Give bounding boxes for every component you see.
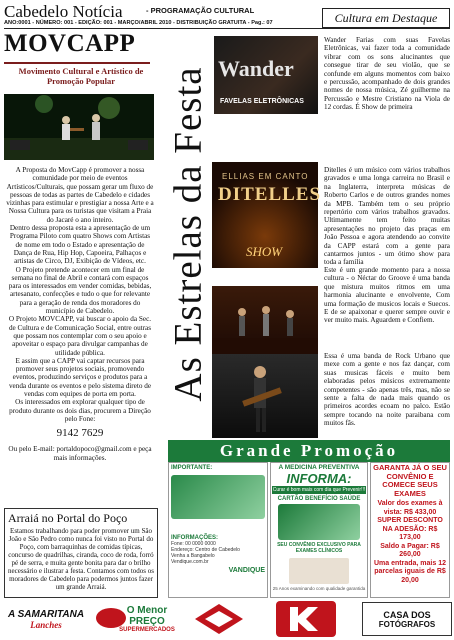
promo-middle-brand: INFORMA: [286, 471, 352, 486]
contact-email: Ou pelo E-mail: portaldopoco@gmail.com e peça mais informações. [8, 445, 152, 462]
movcapp-paragraph: O Projeto MOVCAPP, vai buscar o apoio da Sec. de Cultura e de Comunicação Social, entre outras que possam nos contemplar com o seu apoio e apoveitar o espaço para divulgar campanhas de utilidade pública. [8, 315, 152, 357]
vertical-title: As Estrelas da Festa [166, 66, 210, 402]
movcapp-paragraph: Os interessados em explorar qualquer tipo de produto durante os dois dias, procurem a Direção pelo Fone: [9, 398, 151, 423]
artist-photo-rock-band [212, 354, 318, 438]
ad-casa-fotografos [362, 602, 452, 636]
masthead-rule [4, 28, 450, 29]
ad-name: O Menor PREÇO [126, 605, 168, 627]
artist-text-nectar: Este é um grande momento para a nossa cultura - o Néctar do Groove é uma banda que mistura muitos ritmos em uma harmonia alucinante e envolvente, Com uma formação de musicos locais e Suecos. E de se apaixonar e querer sempre ouvir e ver muito mais. Aguardem e Confiem. [324, 266, 450, 325]
promo-title: Grande Promoção [168, 440, 450, 462]
info-line: Endereço: Centro de Cabedelo [171, 547, 240, 553]
movcapp-paragraph: Dentro dessa proposta esta a apresentação de um Programa Piloto com quatro Shows com Artistas de nome em todo o Estado e apresentação de Dança de Rua, Hip Hop, Capoeira, Palhaços e artistas de Circo, DJ, Exibição de Vídeos, etc. [9, 224, 151, 266]
vertical-title-wrap [164, 30, 212, 438]
diamond-logo-icon [191, 602, 247, 636]
ad-sub: SUPERMERCADOS [119, 627, 175, 633]
info-line: Venha a Bangabelo [171, 553, 215, 559]
promo-left-heading: IMPORTANTE: [171, 465, 213, 471]
promo-right-discount: SUPER DESCONTO NA ADESÃO: R$ 173,00 [377, 517, 443, 541]
promo-left-logo: VANDIQUE [228, 567, 265, 574]
promo-card-middle [270, 462, 368, 598]
ad-logo-k [258, 600, 354, 638]
benefit-card-image [278, 504, 360, 540]
info-line: Fone: 00 0000 0000 [171, 541, 216, 547]
k-logo-icon [276, 601, 336, 637]
movcapp-logo: MOVCAPP [4, 30, 136, 57]
promo-middle-header: A MEDICINA PREVENTIVA [278, 464, 360, 471]
masthead-tagline: - PROGRAMAÇÃO CULTURAL [146, 6, 255, 15]
brand-divider [4, 62, 150, 64]
promo-card-right [370, 462, 450, 598]
masthead-meta: ANO:0001 - NÚMERO: 001 - EDIÇÃO: 001 - MARÇO/ABRIL 2010 - DISTRIBUIÇÃO GRATUITA - Pag.: 07 [4, 20, 273, 26]
card-image [171, 475, 265, 519]
artist-text-ditelles: Ditelles é um músico com vários trabalhos gravados e uma longa carreira no Brasil e na Inglaterra, interpreta músicas de Roberto Carlos e de outros grandes nomes da MPB. Também tem o seu próprio repertório com vários trabalhos gravados. Ultimamente tem feito muitas apresentações no projeto das praças em João Pessoa e agora atendendo ao convite da CAPP estará com a gente para cantarmos juntos - um ótimo show para toda a família [324, 166, 450, 267]
guitarist-illustration [212, 354, 318, 438]
ad-logo-red [190, 600, 248, 638]
promo-left-info-heading: INFORMAÇÕES: [171, 535, 218, 541]
stage-photo [4, 94, 154, 160]
masthead-title: Cabedelo Notícia [4, 2, 123, 21]
movcapp-paragraph: E assim que a CAPP vai captar recursos para promover seus projetos sociais, promovendo eventos, produzindo serviços e produtos para a venda durante os eventos e pelo sistema direto de vendas com equipes de porta em porta. [8, 356, 152, 399]
arraia-title: Arraiá no Portal do Poço [8, 511, 128, 525]
ad-samaritana [2, 600, 90, 638]
ad-name: A SAMARITANA [7, 608, 85, 620]
photo-title: DITELLES [218, 184, 322, 205]
stage-illustration [4, 94, 154, 160]
promo-right-headline: GARANTA JÁ O SEU CONVÊNIO E COMECE SEUS EXAMES [373, 463, 447, 498]
promo-middle-card-sub: SEU CONVÊNIO EXCLUSIVO PARA EXAMES CLÍNICOS [277, 542, 361, 554]
movcapp-article [6, 166, 154, 462]
photo-subtitle: FAVELAS ELETRÔNICAS [220, 98, 304, 105]
promo-left-info [171, 541, 265, 565]
arraia-text: Estamos trabalhando para poder promover um São João e São Pedro como nunca foi visto no Portal do Poço, com barraquinhas de comidas típicas, concurso de quadrilhas, ciranda, coco de roda, forró pé de serra, e muita gente bonita para dar o brilho necessário e ilustrar a festa. Contamos com todos os moradores de Cabedelo para podermos juntos fazer um grande Arraiá. [8, 527, 154, 591]
artist-photo-wander [214, 36, 318, 114]
ad-sub: Lanches [30, 619, 62, 630]
photo-foot: SHOW [246, 244, 283, 259]
info-line: Vendique.com.br [171, 559, 209, 565]
ad-name: CASA DOS [383, 609, 431, 620]
artist-text-wander: Wander Farias com suas Favelas Eletrônicas, vai fazer toda a comunidade vibrar com os sons alucinantes que consegue tirar de seu violão, que se confunde em alguns momentos com baixo e percussão, acompanhado de dois grandes nomes de nossa música, Zé guilherme na Percussão e Mestre Cristiano na Viola de 12 cordas. É Show de primeira [324, 36, 450, 112]
promo-card-left [168, 462, 268, 598]
photo-title: Wander [218, 56, 294, 81]
movcapp-paragraph: A Proposta do MovCapp é promover a nossa comunidade por meio de eventos Artísticos/Culturais, que possam gerar um fluxo de pessoas de todas as partes de Cabedelo e cidades vizinhas para estimular e prestigiar a nossa Arte e a Nossa Cultura para os turistas que visitam a Praia do Jacaré o ano inteiro. [6, 166, 154, 224]
promo-right-terms: Uma entrada, mais 12 parcelas iguais de R$ 20,00 [374, 559, 446, 584]
ad-menor-preco [92, 600, 182, 638]
ad-sub: FOTÓGRAFOS [378, 619, 436, 629]
band-illustration [212, 286, 318, 354]
photo-subtitle: ELLIAS EM CANTO [222, 172, 309, 181]
artist-text-rock-band: Essa é uma banda de Rock Urbano que mexe com a gente e nos faz dançar, com suas musicas fáceis e muito bem elaboradas pelos músicos extremamente competentes - são apenas três, mas, não se sente a falta de nada mais quando os primeiros acordes ecoam no palco. Estão sempre tocando na noite paraibana com muitos fãs. [324, 352, 450, 428]
movcapp-paragraph: O Projeto pretende acontecer em um final de semana no final de Abril e contará com espaços para os interessados em vender comidas, bebidas, artesanato, confecções e tudo o que for relevante para a geração de renda dos moradores do município de Cabedelo. [8, 265, 152, 316]
movcapp-subtitle: Movimento Cultural e Artístico de Promoção Popular [18, 66, 144, 86]
promo-middle-foot: 25 Anos examinando com qualidade garantida [272, 586, 366, 591]
contact-phone: 9142 7629 [56, 427, 104, 440]
promo-middle-banner: Curar é bom mais com dia que Prevenir!!! [272, 487, 366, 493]
promo-right-balance: Saldo a Pagar: R$ 260,00 [380, 542, 440, 558]
promo-right-value: Valor dos exames à vista: R$ 433,00 [377, 500, 443, 516]
artist-photo-nectar [212, 286, 318, 354]
promo-middle-card: CARTÃO BENEFÍCIO SAÚDE [277, 496, 361, 502]
family-photo [289, 558, 349, 584]
section-label: Cultura em Destaque [322, 8, 450, 28]
arraia-box [4, 508, 158, 598]
artist-photo-ditelles [212, 162, 322, 268]
